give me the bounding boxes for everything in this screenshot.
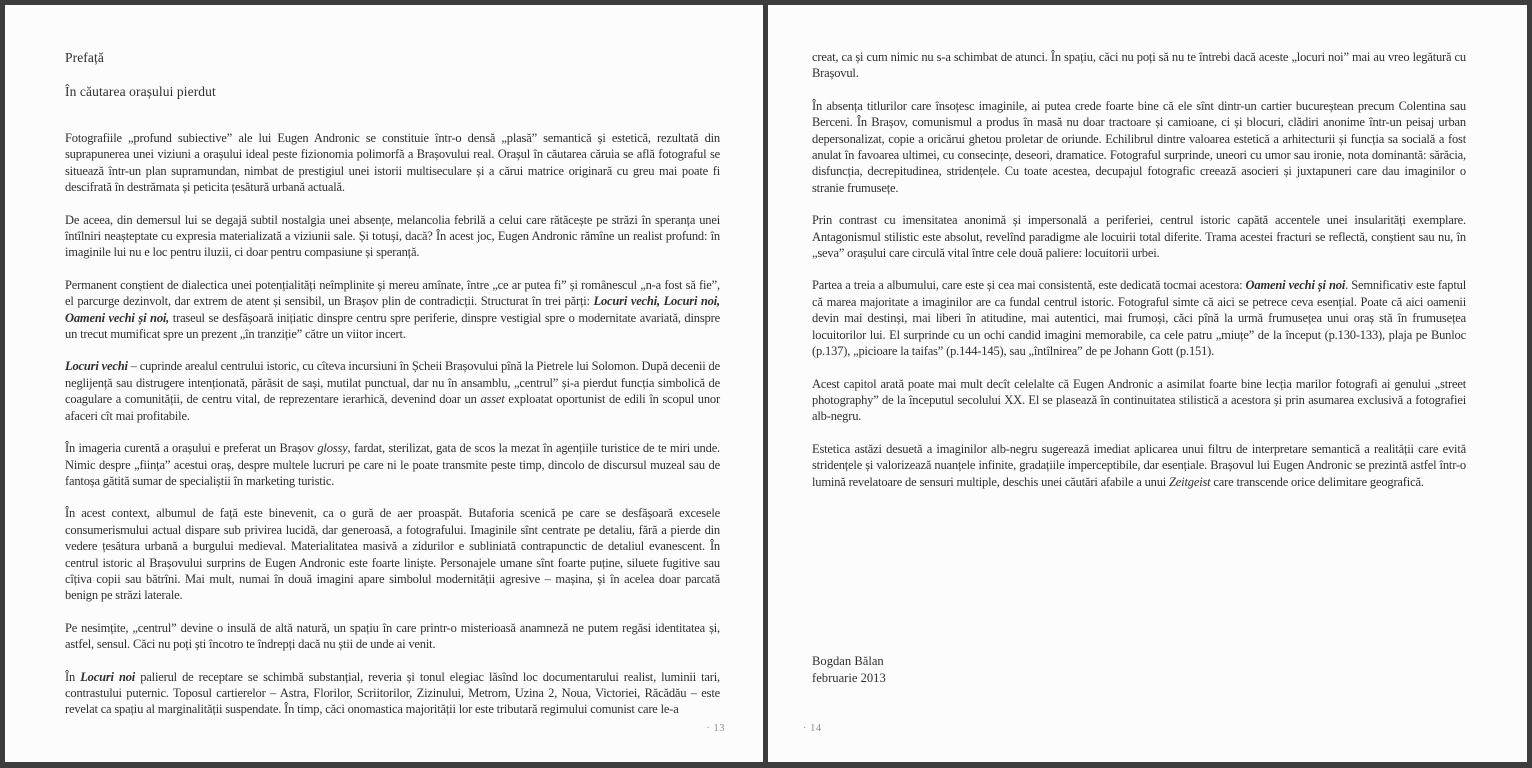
paragraph — [65, 358, 720, 424]
paragraph — [812, 277, 1466, 359]
text-run: Locuri vechi, Locuri noi, Oameni vechi și noi, — [65, 294, 720, 325]
text-run: palierul de receptare se schimbă substanțial, reveria și tonul elegiac lăsînd loc documentarului realist, luminii tari, contrastului puternic. Toposul cartierelor – Astra, Florilor, Scriitorilor, Zizinului, Metrom, Uzina 2, Noua, Victoriei, Răcădău – este revelat ca spațiu al marginalității suspendate. În timp, căci onomastica majorității lor este tributară regimului comunist care le-a — [65, 669, 720, 717]
left-page-body — [65, 130, 720, 718]
text-run: care transcende orice delimitare geografică. — [1210, 474, 1424, 489]
text-run: În imageria curentă a orașului e preferat un Brașov — [65, 441, 318, 456]
text-run: În acest context, albumul de față este binevenit, ca o gură de aer proaspăt. Butaforia scenică pe care se desfășoară excesele consumerismului actual dispare sub privirea lucidă, dar generoasă, a fotografului. Imaginile sînt centrate pe detaliu, fără a pierde din vedere țesătura urbană a burgului medieval. Materialitatea masivă a zidurilor e subliniată contrapunctic de detaliul evanescent. În centrul istoric al Brașovului surprins de Eugen Andronic este foarte liniște. Personajele umane sînt foarte puține, siluete fugitive sau cîțiva copii sau bătrîni. Mai mult, numai în două imagini apare simbolul modernității agresive – mașina, și în acelea doar parcată benign pe străzi laterale. — [65, 506, 720, 603]
paragraph — [65, 669, 720, 718]
text-run: creat, ca și cum nimic nu s-a schimbat de atunci. În spațiu, căci nu poți să nu te întrebi dacă aceste „locuri noi” mai au vreo legătură cu Brașovul. — [812, 50, 1466, 81]
paragraph — [812, 376, 1466, 425]
text-run: În — [65, 669, 81, 684]
paragraph — [65, 277, 720, 343]
text-run: Acest capitol arată poate mai mult decît celelalte că Eugen Andronic a asimilat foarte bine lecția marilor fotografi ai genului „street photography” de la începutul secolului XX. El se plasează în continuitatea stilistică a acestora și prin asumarea exclusivă a fotografiei alb-negru. — [812, 376, 1466, 424]
right-page-body — [812, 49, 1466, 490]
text-run: Fotografiile „profund subiective” ale lui Eugen Andronic se constituie într-o densă „plasă” semantică și estetică, rezultată din suprapunerea unei viziuni a orașului ideal peste fizionomia polimorfă a Brașovului real. Orașul în căutarea căruia se află fotograful se situează într-un plan supramundan, nimbat de prestigiul unei istorii multiseculare și a cărui matrice originară cu greu mai poate fi descifrată în destrămata și peticita țesătură urbană actuală. — [65, 131, 720, 195]
text-run: , fardat, sterilizat, gata de scos la mezat în agențiile turistice de te miri unde. Nimic despre „ființa” acestui oraș, despre multele lucruri pe care ni le poate transmite peste timp, dincolo de discursul muzeal sau de fantoșa gătită sumar de specialiștii în marketing turistic. — [65, 441, 721, 488]
page-number-left: · 13 — [706, 723, 725, 734]
text-run: Locuri noi — [80, 669, 136, 684]
signature-date: februarie 2013 — [812, 670, 886, 685]
signature-block — [812, 653, 886, 686]
text-run: Partea a treia a albumului, care este și cea mai consistentă, este dedicată tocmai acestora: — [812, 278, 1246, 293]
page-left — [5, 5, 763, 762]
paragraph — [65, 212, 720, 261]
text-run: De aceea, din demersul lui se degajă subtil nostalgia unei absențe, melancolia febrilă a celui care rătăcește pe străzi în speranța unei întîlniri neașteptate cu expresia materializată a viziunii sale. Și totuși, dacă? În acest joc, Eugen Andronic rămîne un realist profund: în imaginile lui nu e loc pentru iluzii, ci doar pentru compasiune și speranță. — [65, 212, 720, 260]
paragraph — [812, 441, 1466, 490]
chapter-subtitle: În căutarea orașului pierdut — [65, 84, 216, 99]
paragraph — [65, 620, 720, 653]
page-right — [768, 5, 1527, 762]
text-run: glossy — [317, 441, 348, 456]
text-run: Prin contrast cu imensitatea anonimă și impersonală a periferiei, centrul istoric capătă accentele unei insularități exemplare. Antagonismul stilistic este absolut, revelînd paradigme ale locuirii total diferite. Trama acestei fracturi se reflectă, conștient sau nu, în „seva” orașului care circulă vital între cele două paliere: locuitorii urbei. — [812, 213, 1466, 261]
paragraph — [812, 49, 1466, 82]
chapter-title: Prefață — [65, 50, 104, 65]
page-number-right: · 14 — [803, 723, 822, 734]
signature-name: Bogdan Bălan — [812, 654, 884, 668]
text-run: În absența titlurilor care însoțesc imaginile, ai putea crede foarte bine că ele sînt dintr-un cartier bucureștean precum Colentina sau Berceni. În Brașov, comunismul a produs în masă nu doar tractoare și camioane, ci și blocuri, clădiri anonime într-un peisaj urban depersonalizat, copie a oricărui ghetou proletar de oriunde. Echilibrul dintre valoarea estetică a arhitecturii și funcția sa socială a fost anulat în favoarea ultimei, cu consecințe, deseori, dramatice. Fotograful surprinde, uneori cu umor sau ironie, nota dominantă: sărăcia, disfuncția, decrepitudinea, stridențele. Cu toate acestea, decupajul fotografic creează asocieri și juxtapuneri care dau imaginilor o stranie frumusețe. — [812, 98, 1466, 195]
text-run: Permanent conștient de dialectica unei potențialități neîmplinite și mereu amînate, între „ce ar putea fi” și românescul „n-a fost să fie”, el parcurge dezinvolt, dar extrem de atent și sensibil, un Brașov plin de contradicții. Structurat în trei părți: — [65, 277, 720, 309]
text-run: Zeitgeist — [1169, 474, 1211, 489]
paragraph — [65, 440, 720, 489]
paragraph — [65, 505, 720, 603]
text-run: Locuri vechi — [65, 359, 128, 374]
text-run: asset — [480, 392, 505, 407]
paragraph — [812, 212, 1466, 261]
text-run: Pe nesimțite, „centrul” devine o insulă de altă natură, un spațiu în care printr-o misterioasă anamneză ne putem regăsi identitatea și, astfel, sensul. Căci nu poți ști încotro te îndrepți dacă nu știi de unde ai venit. — [65, 620, 720, 652]
text-run: exploatat oportunist de edili în scopul unor afaceri cît mai profitabile. — [65, 392, 720, 423]
text-run: Estetica astăzi desuetă a imaginilor alb-negru sugerează imediat aplicarea unui filtru de interpretare semantică a realității care evită stridențele și valorizează nuanțele infinite, gradațiile imperceptibile, dar esențiale. Brașovul lui Eugen Andronic se prezintă astfel într-o lumină revelatoare de sensuri multiple, deschis unei căutări afabile a unui — [812, 441, 1466, 489]
text-run: Oameni vechi și noi — [1245, 278, 1346, 293]
paragraph — [65, 130, 720, 196]
text-run: – cuprinde arealul centrului istoric, cu cîteva incursiuni în Șcheii Brașovului pînă la Pietrele lui Solomon. După decenii de neglijență sau distrugere intenționată, părăsit de sași, mutilat punctual, dar nu în ansamblu, „centrul” și-a pierdut funcția simbolică de coagulare a comunității, de centru vital, de reprezentare ierarhică, devenind doar un — [65, 359, 720, 407]
text-run: . Semnificativ este faptul că marea majoritate a imaginilor are ca fundal centrul istoric. Fotograful simte că aici se petrece ceva esențial. Poate că aici oamenii devin mai destinși, mai liberi în atitudine, mai autentici, mai frumoși, căci pînă la urmă frumusețea unui oraș stă în frumusețea locuitorilor lui. El surprinde cu un ochi candid imagini memorabile, ca cele patru „miuțe” de la început (p.130-133), plaja pe Bunloc (p.137), „picioare la taifas” (p.144-145), sau „întîlnirea” de pe Johann Gott (p.151). — [812, 278, 1466, 359]
paragraph — [812, 98, 1466, 196]
text-run: traseul se desfășoară inițiatic dinspre centru spre periferie, dinspre vestigial spre o modernitate avariată, dinspre un trecut mumificat spre un prezent „în tranziție” către un viitor incert. — [65, 310, 720, 342]
